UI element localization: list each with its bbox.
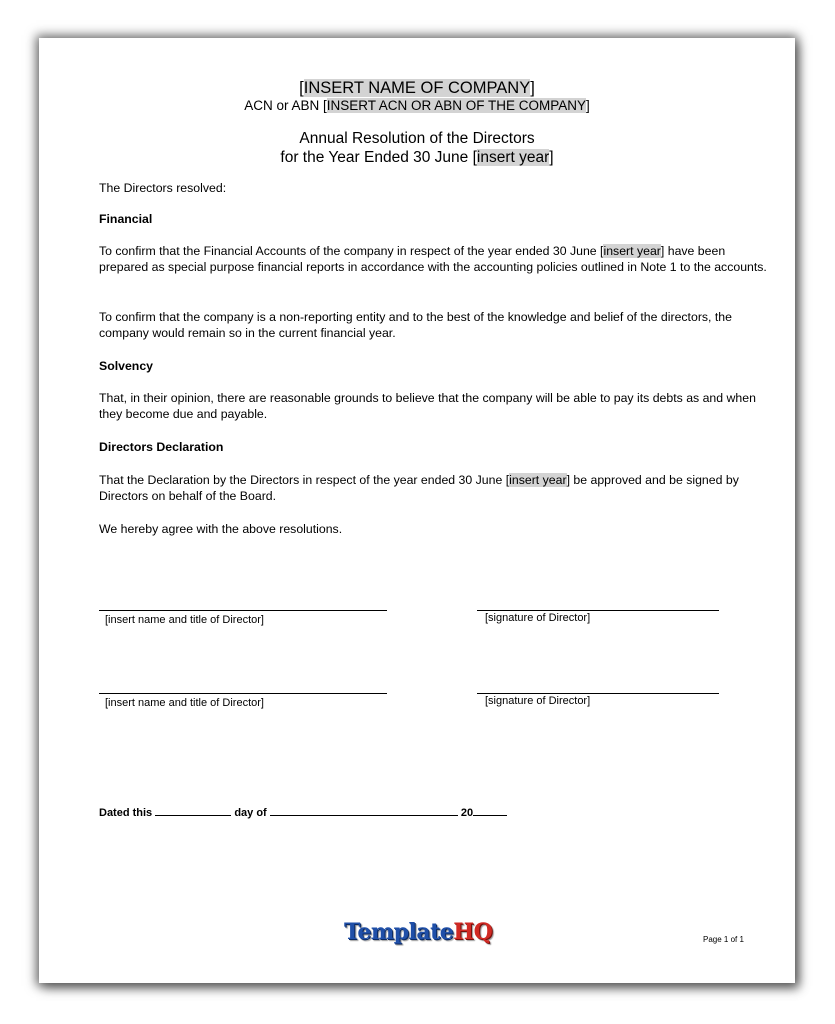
acn-placeholder: INSERT ACN OR ABN OF THE COMPANY <box>326 98 587 113</box>
director-name-line <box>99 610 387 611</box>
resolution-title: Annual Resolution of the Directors <box>299 130 535 147</box>
director-name-label: [insert name and title of Director] <box>105 697 264 709</box>
declaration-paragraph: That the Declaration by the Directors in respect of the year ended 30 June [insert year] be approved and be signed by Directors on behalf of the Board. <box>99 473 739 504</box>
director-signature-label: [signature of Director] <box>485 695 591 707</box>
year-placeholder: insert year <box>476 149 550 166</box>
month-blank <box>270 804 458 816</box>
financial-heading: Financial <box>99 212 153 226</box>
agreement-text: We hereby agree with the above resolutions. <box>99 522 343 536</box>
day-blank <box>155 804 231 816</box>
templatehq-logo: TemplateHQ <box>344 919 493 945</box>
dated-line: Dated this day of 20 <box>99 804 507 820</box>
intro-text: The Directors resolved: <box>99 181 227 195</box>
company-name-placeholder: INSERT NAME OF COMPANY <box>303 79 531 97</box>
acn-line: ACN or ABN [INSERT ACN OR ABN OF THE COMPANY] <box>244 98 590 113</box>
solvency-heading: Solvency <box>99 359 153 373</box>
solvency-paragraph: That, in their opinion, there are reasonable grounds to believe that the company will be able to pay its debts as and when they become due and payable. <box>99 391 756 422</box>
declaration-heading: Directors Declaration <box>99 440 224 454</box>
financial-paragraph-2: To confirm that the company is a non-reporting entity and to the best of the knowledge and belief of the directors, the company would remain so in the current financial year. <box>99 310 732 341</box>
page-number: Page 1 of 1 <box>703 935 744 944</box>
year-blank <box>473 804 507 816</box>
company-name: [INSERT NAME OF COMPANY] <box>299 79 535 97</box>
year-placeholder: insert year <box>509 473 567 487</box>
document-page <box>39 38 795 983</box>
year-placeholder: insert year <box>603 244 661 258</box>
financial-paragraph-1: To confirm that the Financial Accounts of the company in respect of the year ended 30 June [insert year] have been prepared as special purpose financial reports in accordance with the accounting policies outlined in Note 1 to the accounts. <box>99 244 767 275</box>
director-name-line <box>99 693 387 694</box>
resolution-subtitle: for the Year Ended 30 June [insert year] <box>280 149 554 166</box>
director-signature-label: [signature of Director] <box>485 612 591 624</box>
director-name-label: [insert name and title of Director] <box>105 614 264 626</box>
